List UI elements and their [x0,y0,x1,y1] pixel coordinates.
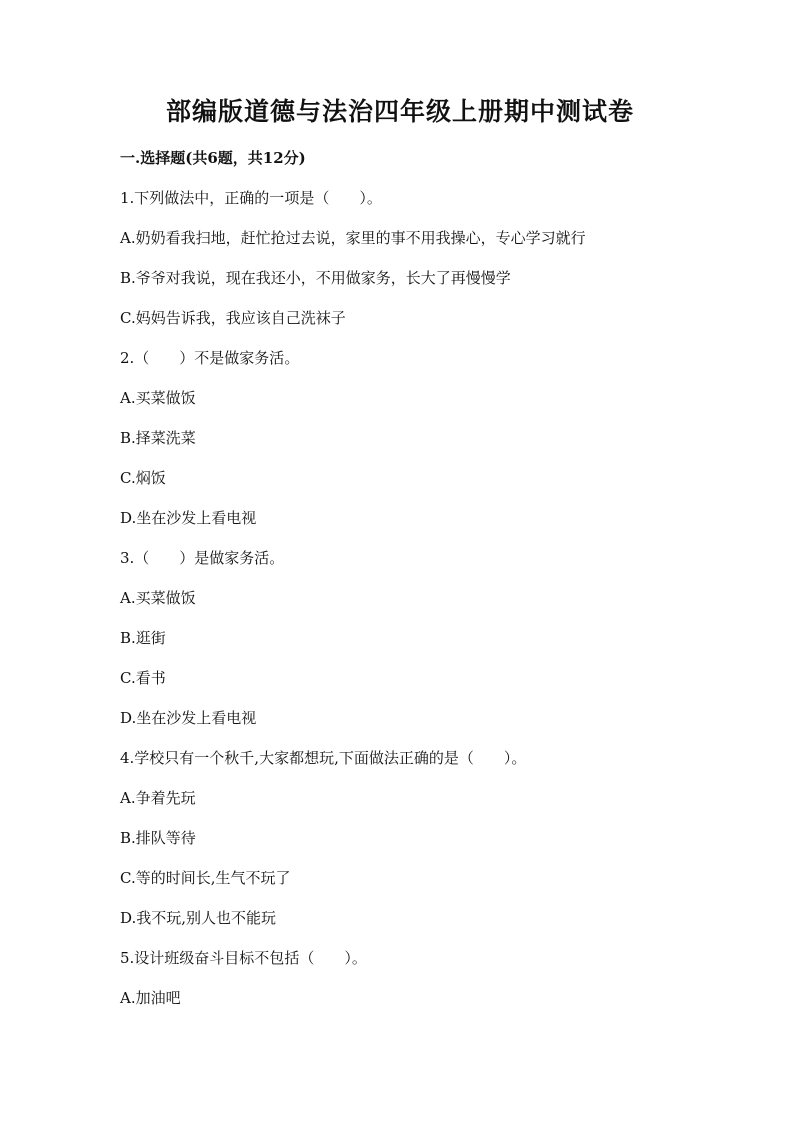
answer-option: A.买菜做饭 [120,589,196,607]
question-stem: 1.下列做法中，正确的一项是（ ）。 [120,189,382,207]
answer-option: D.坐在沙发上看电视 [120,709,257,727]
question-stem: 3.（ ）是做家务活。 [120,549,285,567]
answer-option: C.等的时间长,生气不玩了 [120,869,291,887]
answer-option: C.焖饭 [120,469,166,487]
answer-option: C.妈妈告诉我，我应该自己洗袜子 [120,309,346,327]
page-title: 部编版道德与法治四年级上册期中测试卷 [165,97,634,126]
question-stem: 4.学校只有一个秋千,大家都想玩,下面做法正确的是（ ）。 [120,749,527,767]
answer-option: C.看书 [120,669,166,687]
answer-option: A.买菜做饭 [120,389,196,407]
question-list [120,188,720,1028]
answer-option: B.排队等待 [120,829,196,847]
answer-option: D.坐在沙发上看电视 [120,509,257,527]
question-stem: 2.（ ）不是做家务活。 [120,349,300,367]
answer-option: B.逛街 [120,629,166,647]
answer-option: D.我不玩,别人也不能玩 [120,909,277,927]
answer-option: A.加油吧 [120,989,181,1007]
question-stem: 5.设计班级奋斗目标不包括（ ）。 [120,949,367,967]
answer-option: A.争着先玩 [120,789,196,807]
section-heading: 一.选择题(共6题，共12分) [120,149,306,167]
answer-option: B.择菜洗菜 [120,429,196,447]
answer-option: B.爷爷对我说，现在我还小，不用做家务，长大了再慢慢学 [120,269,511,287]
answer-option: A.奶奶看我扫地，赶忙抢过去说，家里的事不用我操心，专心学习就行 [120,229,586,247]
